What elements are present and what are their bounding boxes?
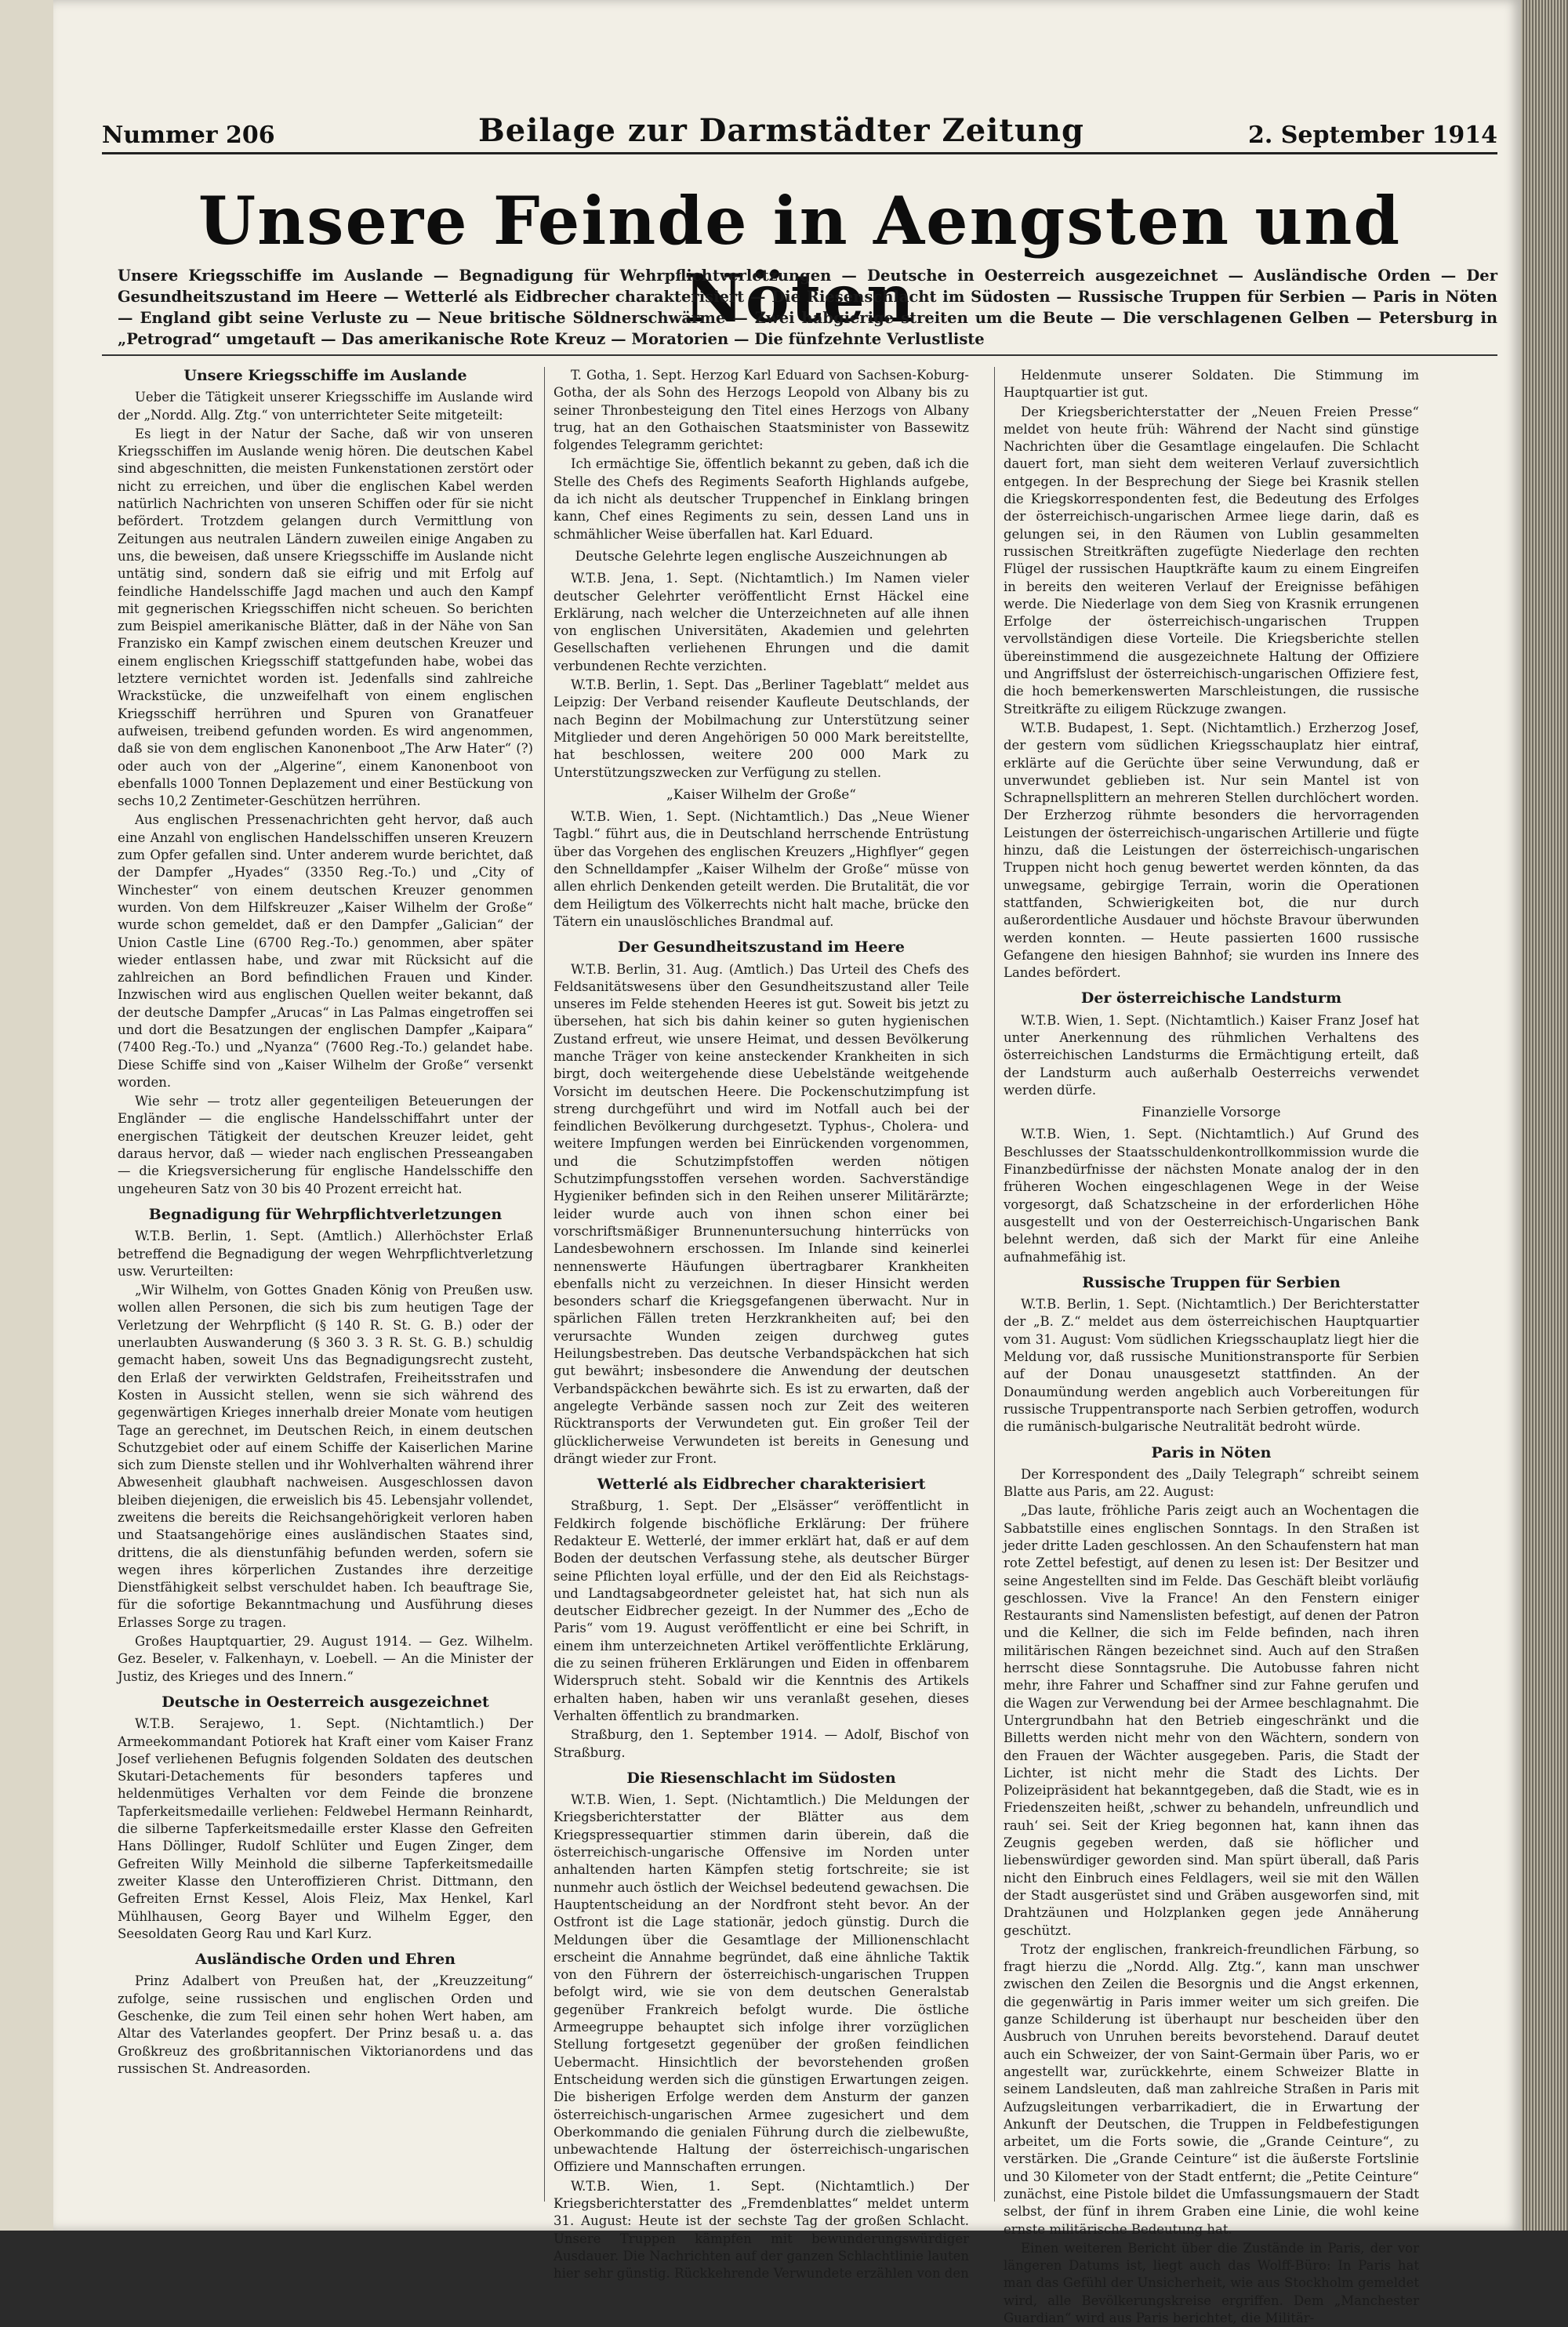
headline: Unsere Feinde in Aengsten und Nöten <box>198 182 1402 337</box>
subheading: „Kaiser Wilhelm der Große“ <box>666 786 856 803</box>
article-paragraph: W.T.B. Wien, 1. Sept. (Nichtamtlich.) Die Meldungen der Kriegsberichterstatter der Blätter aus dem Kriegspressequartier stimmen darin überein, daß die österreichisch-ungarische Offensive im Norden unter anhaltenden harten Kämpfen stetig fortschreite; sie ist nunmehr auch östlich der Weichsel bedeutend gewachsen. Die Hauptentscheidung an der Nordfront steht bevor. An der Ostfront ist die Lage stationär, jedoch günstig. Durch die Meldungen über die Gesamtlage der Millionenschlacht erscheint die Annahme begründet, daß eine ähnliche Taktik von den Führern der österreichisch-ungarischen Truppen befolgt wird, wie sie von dem deutschen Generalstab gegenüber Frankreich befolgt wurde. Die östliche Armeegruppe behauptet sich infolge ihrer vorzüglichen Stellung fortgesetzt gegenüber der großen feindlichen Uebermacht. Hinsichtlich der bevorstehenden großen Entscheidung werden sich die günstigen Erwartungen zeigen. Die bisherigen Erfolge werden dem Ansturm der ganzen österreichisch-ungarischen Armee zugesichert und dem Oberkommando die genialen Führung durch die zielbewußte, unbewachtende Haltung der österreichisch-ungarischen Offiziere und Mannschaften errungen. <box>554 1792 969 2175</box>
left-margin-strip <box>0 0 53 2231</box>
article-paragraph: Der Kriegsberichterstatter der „Neuen Freien Presse“ meldet von heute früh: Während der Nacht sind günstige Nachrichten über die Gesamtlage eingelaufen. Die Schlacht dauert fort, man sieht dem weiteren Verlauf zuversichtlich entgegen. In der Besprechung der Siege bei Krasnik stellen die Kriegskorrespondenten fest, die Bedeutung des Erfolges der österreichisch-ungarischen Armee liege darin, daß es gelungen sei, in den Räumen von Lublin gesammelten russischen Streitkräften zugefügte Niederlage den rechten Flügel der russischen Hauptkräfte kaum zu einem Eingreifen in bereits den weiteren Verlauf der Ereignisse befähigen werde. Die Niederlage von dem Sieg von Krasnik errungenen Erfolge der österreichisch-ungarischen Truppen vervollständigen diese Vorteile. Die Kriegsberichte stellen übereinstimmend die ausgezeichnete Haltung der Offiziere und Angriffslust der österreichisch-ungarischen Offiziere fest, die hoch bemerkenswerten Marschleistungen, die russische Streitkräfte zu eiligem Rückzuge zwangen. <box>1004 404 1419 717</box>
section-heading: Wetterlé als Eidbrecher charakterisiert <box>597 1476 926 1494</box>
article-paragraph: Es liegt in der Natur der Sache, daß wir von unseren Kriegsschiffen im Auslande wenig hören. Die deutschen Kabel sind abgeschnitten, die meisten Funkenstationen zerstört oder nicht zu erreichen, und über die englischen Kabel werden natürlich Nachrichten von unseren Schiffen oder für sie nicht befördert. Trotzdem gelangen durch Vermittlung von Zeitungen aus neutralen Ländern zuweilen einige Angaben zu uns, die beweisen, daß unsere Kriegsschiffe im Auslande nicht untätig sind, sondern daß sie eifrig und mit Erfolg auf feindliche Handelsschiffe Jagd machen und auch den Kampf mit gegnerischen Kriegsschiffen nicht scheuen. So berichten zum Beispiel amerikanische Blätter, daß in der Nähe von San Franzisko ein Kampf zwischen einem deutschen Kreuzer und einem englischen Kriegsschiff stattgefunden habe, wobei das letztere vernichtet worden ist. Jedenfalls sind zahlreiche Wrackstücke, die unzweifelhaft von einem englischen Kriegsschiff herrühren und Spuren von Granatfeuer aufweisen, treibend gefunden worden. Es wird angenommen, daß sie von dem englischen Kanonenboot „The Arw Hater“ (?) oder auch von der „Algerine“, einem Kanonenboot von ebenfalls 1000 Tonnen Deplazement und einer Bestückung von sechs 10,2 Zentimeter-Geschützen herrühren. <box>118 426 533 809</box>
section-heading: Deutsche in Oesterreich ausgezeichnet <box>162 1693 489 1711</box>
subheading: Deutsche Gelehrte legen englische Auszeichnungen ab <box>575 548 948 565</box>
section-heading: Die Riesenschlacht im Südosten <box>626 1769 896 1787</box>
article-paragraph: „Wir Wilhelm, von Gottes Gnaden König von Preußen usw. wollen allen Personen, die sich bis zum heutigen Tage der Verletzung der Wehrpflicht (§ 140 R. St. G. B.) oder der unerlaubten Auswanderung (§ 360 3. 3 R. St. G. B.) schuldig gemacht haben, soweit Uns das Begnadigungsrecht zusteht, den Erlaß der verwirkten Geldstrafen, Freiheitsstrafen und Kosten in Aussicht stellen, wenn sie sich während des gegenwärtigen Krieges innerhalb dreier Monate vom heutigen Tage an gerechnet, im Deutschen Reich, in einem deutschen Schutzgebiet oder auf einem Schiffe der Kaiserlichen Marine sich zum Dienste stellen und ihr Wohlverhalten während ihrer Abwesenheit glaubhaft nachweisen. Ausgeschlossen davon bleiben diejenigen, die erweislich bis 45. Lebensjahr vollendet, zweitens die bereits die Reichsangehörigkeit verloren haben und Staatsangehörige eines ausländischen Staates sind, drittens, die als dienstunfähig befunden werden, sofern sie wegen ihres körperlichen Zustandes ihre derzeitige Dienstfähigkeit selbst verschuldet haben. Ich beauftrage Sie, für die sofortige Bekanntmachung und Ausführung dieses Erlasses Sorge zu tragen. <box>118 1283 533 1630</box>
article-paragraph: Ich ermächtige Sie, öffentlich bekannt zu geben, daß ich die Stelle des Chefs des Regiments Seaforth Highlands aufgebe, da ich nicht als deutscher Truppenchef in Einklang bringen kann, Chef eines Regiments zu sein, dessen Land uns in schmählicher Weise überfallen hat. Karl Eduard. <box>554 456 969 542</box>
summary-line: Unsere Kriegsschiffe im Auslande — Begnadigung für Wehrpflichtverletzungen — Deutsche in Oesterreich ausgezeichnet — Ausländische Orden — Der Gesundheitszustand im Heere — Wetterlé als Eidbrecher charakterisiert — Die Riesenschlacht im Südosten — Russische Truppen für Serbien — Paris in Nöten — England gibt seine Verluste zu — Neue britische Söldnerschwärme — Zwei habgierige streiten um die Beute — Die verschlagenen Gelben — Petersburg in „Petrograd“ umgetauft — Das amerikanische Rote Kreuz — Moratorien — Die fünfzehnte Verlustliste <box>118 267 1497 348</box>
article-paragraph: W.T.B. Berlin, 1. Sept. Das „Berliner Tageblatt“ meldet aus Leipzig: Der Verband reisender Kaufleute Deutschlands, der nach Beginn der Mobilmachung zur Unterstützung seiner Mitglieder und deren Angehörigen 50 000 Mark bereitstellte, hat beschlossen, weitere 200 000 Mark zu Unterstützungszwecken zur Verfügung zu stellen. <box>554 677 969 780</box>
article-paragraph: Großes Hauptquartier, 29. August 1914. — Gez. Wilhelm. Gez. Beseler, v. Falkenhayn, v. Loebell. — An die Minister der Justiz, des Krieges und des Innern.“ <box>118 1634 533 1684</box>
article-paragraph: W.T.B. Budapest, 1. Sept. (Nichtamtlich.) Erzherzog Josef, der gestern vom südlichen Kriegsschauplatz hier eintraf, erklärte auf die Gerüchte über seine Verwundung, daß er unverwundet geblieben ist. Nur sein Mantel ist von Schrapnellsplittern an mehreren Stellen durchlöchert worden. Der Erzherzog rühmte besonders die hervorragenden Leistungen der österreichisch-ungarischen Artillerie und fügte hinzu, daß die Leistungen der österreichisch-ungarischen Truppen nicht hoch genug bewertet werden könnten, da das unwegsame, gebirgige Terrain, worin die Operationen stattfanden, Schwierigkeiten bot, die nur durch außerordentliche Ausdauer und höchste Bravour überwunden werden konnten. — Heute passierten 1600 russische Gefangene den hiesigen Bahnhof; sie wurden ins Innere des Landes befördert. <box>1004 720 1419 981</box>
article-paragraph: Straßburg, den 1. September 1914. — Adolf, Bischof von Straßburg. <box>554 1727 969 1760</box>
article-paragraph: Ueber die Tätigkeit unserer Kriegsschiffe im Auslande wird der „Nordd. Allg. Ztg.“ von unterrichteter Seite mitgeteilt: <box>118 390 533 423</box>
column-rule <box>994 367 995 2202</box>
section-heading: Der Gesundheitszustand im Heere <box>618 938 905 957</box>
article-paragraph: Straßburg, 1. Sept. Der „Elsässer“ veröffentlicht in Feldkirch folgende bischöfliche Erklärung: Der frühere Redakteur E. Wetterlé, der immer erklärt hat, daß er auf dem Boden der deutschen Verfassung stehe, als deutscher Bürger seine Pflichten loyal erfülle, und der den Eid als Reichstags- und Landtagsabgeordneter geleistet hat, hat sich nun als deutscher Eidbrecher gezeigt. In der Nummer des „Echo de Paris“ vom 19. August veröffentlicht er eine bei Schrift, in einem ihm unterzeichneten Artikel veröffentlichte Erklärung, die zu seinen früheren Erklärungen und Eiden in offenbarem Widerspruch steht. Sobald wir die Kenntnis des Artikels erhalten haben, haben wir uns veranlaßt gesehen, dieses Verhalten öffentlich zu brandmarken. <box>554 1498 969 1723</box>
article-paragraph: Einen weiteren Bericht über die Zustände in Paris, der vor längeren Datums ist, liegt auch das Wolff-Büro: In Paris hat man das Gefühl der Unsicherheit, wie aus Stockholm gemeldet wird, alle Bevölkerungskreise ergriffen. Dem „Manchester Guardian“ wird aus Paris berichtet, die Militär- <box>1004 2240 1419 2326</box>
article-paragraph: W.T.B. Berlin, 1. Sept. (Amtlich.) Allerhöchster Erlaß betreffend die Begnadigung der wegen Wehrpflichtverletzung usw. Verurteilten: <box>118 1229 533 1279</box>
subheading: Finanzielle Vorsorge <box>1142 1105 1281 1121</box>
section-heading: Unsere Kriegsschiffe im Auslande <box>183 367 467 384</box>
article-paragraph: W.T.B. Wien, 1. Sept. (Nichtamtlich.) Der Kriegsberichterstatter des „Fremdenblattes“ meldet unterm 31. August: Heute ist der sechste Tag der großen Schlacht. Unsere Truppen kämpfen mit bewunderungswürdiger Ausdauer. Die Nachrichten auf der ganzen Schlachtlinie lauten hier sehr günstig. Rückkehrende Verwundete erzählen von den <box>554 2178 969 2282</box>
article-paragraph: Heldenmute unserer Soldaten. Die Stimmung im Hauptquartier ist gut. <box>1004 368 1419 401</box>
newspaper-title: Beilage zur Darmstädter Zeitung <box>478 112 1084 149</box>
article-paragraph: Der Korrespondent des „Daily Telegraph“ schreibt seinem Blatte aus Paris, am 22. August: <box>1004 1466 1419 1500</box>
section-heading: Paris in Nöten <box>1151 1443 1272 1461</box>
section-heading: Russische Truppen für Serbien <box>1082 1273 1341 1291</box>
column-3 <box>1004 367 1419 2326</box>
article-paragraph: Trotz der englischen, frankreich-freundlichen Färbung, so fragt hierzu die „Nordd. Allg. Ztg.“, kann man unschwer zwischen den Zeilen die Besorgnis und die Angst erkennen, die gegenwärtig in Paris immer weiter um sich greifen. Die ganze Schilderung ist überhaupt nur bescheiden über den Ausbruch von Unruhen bereits bevorstehend. Darauf deutet auch ein Schweizer, der von Saint-Germain über Paris, wo er angestellt war, zurückkehrte, einem Schweizer Blatte in seinem Landsleuten, daß man zahlreiche Straßen in Paris mit Aufzugsleitungen verbarrikadiert, die in Erwartung der Ankunft der Deutschen, die Truppen in Feldbefestigungen arbeitet, um die Forts sowie, die „Grande Ceinture“, zu verstärken. Die „Grande Ceinture“ ist die äußerste Fortslinie und 30 Kilometer von der Stadt entfernt; die „Petite Ceinture“ zunächst, eine Pistole bildet die Umfassungsmauern der Stadt selbst, der fünf in ihrem Graben eine Linie, die wohl keine ernste militärische Bedeutung hat. <box>1004 1941 1419 2237</box>
masthead <box>102 112 1497 154</box>
section-heading: Der österreichische Landsturm <box>1080 989 1342 1007</box>
issue-number: Nummer 206 <box>102 122 275 149</box>
article-paragraph: W.T.B. Wien, 1. Sept. (Nichtamtlich.) Das „Neue Wiener Tagbl.“ führt aus, die in Deutschland herrschende Entrüstung über das Vorgehen des englischen Kreuzers „Highflyer“ gegen den Schnelldampfer „Kaiser Wilhelm der Große“ müsse von allen ehrlich Denkenden geteilt werden. Die Brutalität, die vor dem Heiligtum des Völkerrechts nicht halt mache, brücke den Tätern ein unauslöschliches Brandmal auf. <box>554 809 969 929</box>
column-rule <box>544 367 545 2202</box>
issue-date: 2. September 1914 <box>1248 122 1497 149</box>
article-paragraph: W.T.B. Serajewo, 1. Sept. (Nichtamtlich.) Der Armeekommandant Potiorek hat Kraft einer vom Kaiser Franz Josef verliehenen Befugnis folgenden Soldaten des deutschen Skutari-Detachements für besonders tapferes und heldenmütiges Verhalten vor dem Feinde die bronzene Tapferkeitsmedaille verliehen: Feldwebel Hermann Reinhardt, die silberne Tapferkeitsmedaille erster Klasse den Gefreiten Hans Döllinger, Rudolf Schlüter und Eugen Zinger, dem Gefreiten Willy Meinhold die silberne Tapferkeitsmedaille zweiter Klasse den Unteroffizieren Christ. Dittmann, den Gefreiten Ernst Kessel, Alois Fleiz, Max Henkel, Karl Mühlhausen, Georg Bayer und Wilhelm Egger, den Seesoldaten Georg Rau und Karl Kurz. <box>118 1716 533 1941</box>
article-paragraph: W.T.B. Jena, 1. Sept. (Nichtamtlich.) Im Namen vieler deutscher Gelehrter veröffentlicht Ernst Häckel eine Erklärung, nach welcher die Unterzeichneten auf alle ihnen von englischen Universitäten, Akademien und gelehrten Gesellschaften verliehenen Ehrungen und die damit verbundenen Rechte verzichten. <box>554 571 969 673</box>
article-paragraph: W.T.B. Wien, 1. Sept. (Nichtamtlich.) Auf Grund des Beschlusses der Staatsschuldenkontrollkommission wurde die Finanzbedürfnisse der nächsten Monate analog der in den früheren Wochen eingeschlagenen Wege in der Weise vorgesorgt, daß Schatzscheine in der erforderlichen Höhe ausgestellt und von der Oesterreichisch-Ungarischen Bank belehnt werden, daß sich der Markt für eine Anleihe aufnahmefähig ist. <box>1004 1127 1419 1265</box>
book-page-edges <box>1521 0 1568 2231</box>
column-2 <box>554 367 969 2282</box>
section-heading: Begnadigung für Wehrpflichtverletzungen <box>148 1205 503 1223</box>
article-paragraph: Wie sehr — trotz aller gegenteiligen Beteuerungen der Engländer — die englische Handelsschiffahrt unter der energischen Tätigkeit der deutschen Kreuzer leidet, geht daraus hervor, daß — wieder nach englischen Presseangaben — die Kriegsversicherung für englische Handelsschiffe den ungeheuren Satz von 30 bis 40 Prozent erreicht hat. <box>118 1094 533 1196</box>
column-1 <box>118 367 533 2209</box>
article-paragraph: Aus englischen Pressenachrichten geht hervor, daß auch eine Anzahl von englischen Handelsschiffen unseren Kreuzern zum Opfer gefallen sind. Unter anderem wurde berichtet, daß der Dampfer „Hyades“ (3350 Reg.-To.) und „City of Winchester“ von einem deutschen Kreuzer genommen wurden. Von dem Hilfskreuzer „Kaiser Wilhelm der Große“ wurde schon gemeldet, daß er den Dampfer „Galician“ der Union Castle Line (6700 Reg.-To.) genommen, aber später wieder entlassen habe, und zwar mit Rücksicht auf die zahlreichen an Bord befindlichen Frauen und Kinder. Inzwischen wird aus englischen Quellen weiter bekannt, daß der deutsche Dampfer „Arucas“ in Las Palmas eingetroffen sei und dort die Besatzungen der englischen Dampfer „Kaipara“ (7400 Reg.-To.) und „Nyanza“ (7600 Reg.-To.) gelandet habe. Diese Schiffe sind von „Kaiser Wilhelm der Große“ versenkt worden. <box>118 812 533 1090</box>
article-paragraph: Prinz Adalbert von Preußen hat, der „Kreuzzeitung“ zufolge, seine russischen und englischen Orden und Geschenke, die zum Teil einen sehr hohen Wert haben, am Altar des Vaterlandes geopfert. Der Prinz besaß u. a. das Großkreuz des großbritannischen Viktorianordens und das russischen St. Andreasorden. <box>118 1973 533 2076</box>
article-paragraph: „Das laute, fröhliche Paris zeigt auch an Wochentagen die Sabbatstille eines englischen Sonntags. In den Straßen ist jeder dritte Laden geschlossen. An den Schaufenstern hat man rote Zettel befestigt, auf denen zu lesen ist: Der Besitzer und seine Angestellten sind im Felde. Das Geschäft bleibt vorläufig geschlossen. Vive la France! An den Fenstern einiger Restaurants sind Namenslisten befestigt, auf denen der Patron und die Kellner, die sich im Felde befinden, nach ihren militärischen Rängen bezeichnet sind. Auch auf den Straßen herrscht diese Sonntagsruhe. Die Autobusse fahren nicht mehr, ihre Fahrer und Schaffner sind zur Fahne gerufen und die Wagen zur Verwendung bei der Armee beschlagnahmt. Die Untergrundbahn hat den Betrieb eingeschränkt und die Billetts werden nicht mehr von den Wächtern, sondern von den Frauen der Wächter ausgegeben. Paris, die Stadt der Lichter, ist nicht mehr die Stadt des Lichts. Der Polizeipräsident hat bekanntgegeben, daß die Stadt, wie es in Friedenszeiten heißt, ‚schwer zu behandeln, unfreundlich und rauh‘ sei. Seit der Krieg begonnen hat, kann ihnen das Zeugnis gegeben werden, daß sie höflicher und liebenswürdiger geworden sind. Man spürt überall, daß Paris nicht den Einbruch eines Feldlagers, weil sie mit den Wällen der Stadt ausgerüstet sind und Gräben ausgeworfen sind, mit Drahtzäunen und Holzplanken gegen jede Annäherung geschützt. <box>1004 1503 1419 1938</box>
section-heading: Ausländische Orden und Ehren <box>195 1951 456 1969</box>
article-paragraph: T. Gotha, 1. Sept. Herzog Karl Eduard von Sachsen-Koburg-Gotha, der als Sohn des Herzogs Leopold von Albany bis zu seiner Thronbesteigung den Titel eines Herzogs von Albany trug, hat an den Gothaischen Staatsminister von Bassewitz folgendes Telegramm gerichtet: <box>554 368 969 453</box>
article-paragraph: W.T.B. Berlin, 1. Sept. (Nichtamtlich.) Der Berichterstatter der „B. Z.“ meldet aus dem österreichischen Hauptquartier vom 31. August: Vom südlichen Kriegsschauplatz liegt hier die Meldung vor, daß russische Munitionstransporte für Serbien auf der Donau unausgesetzt stattfinden. An der Donaumündung werden angeblich auch Vorbereitungen für russische Truppentransporte nach Serbien getroffen, wodurch die rumänisch-bulgarische Neutralität bedroht würde. <box>1004 1297 1419 1435</box>
article-paragraph: W.T.B. Berlin, 31. Aug. (Amtlich.) Das Urteil des Chefs des Feldsanitätswesens über den Gesundheitszustand aller Teile unseres im Felde stehenden Heeres ist gut. Soweit bis jetzt zu übersehen, hat sich bis dahin keiner so guten hygienischen Zustand erfreut, wie unsere Heimat, und dessen Bevölkerung manche Träger von keine ansteckender Krankheiten in sich birgt, doch weitergehende diese Uebelstände weitgehende Vorsicht im deutschen Heere. Die Pockenschutzimpfung ist streng durchgeführt und wird im Notfall auch bei der feindlichen Bevölkerung durchgesetzt. Typhus-, Cholera- und weitere Impfungen werden bei Einrückenden vorgenommen, und die Schutzimpfstoffen werden nötigen Schutzimpfungsstoffen versehen worden. Sachverständige Hygieniker befinden sich in den Reihen unserer Militärärzte; leider wurde auch von ihnen schon einer bei vorschriftsmäßiger Brunnenuntersuchung hinterrücks von Landesbewohnern erschossen. Im Inlande sind keinerlei nennenswerte Häufungen übertragbarer Krankheiten ebenfalls nicht zu verzeichnen. In dieser Hinsicht werden besonders scharf die Kriegsgefangenen überwacht. Nur in spärlichen Fällen treten Herzkrankheiten auf; bei den verursachte Wunden zeigen durchweg gutes Heilungsbestreben. Das deutsche Verbandspäckchen hat sich gut bewährt; insbesondere die Anwendung der deutschen Verbandspäckchen bewährte sich. Es ist zu erwarten, daß der angelegte Verbände sassen noch zur Zeit des weiteren Rücktransports der Verwundeten gut. Ein großer Teil der glücklicherweise Verwundeten ist bereits in Genesung und drängt wieder zur Front. <box>554 961 969 1466</box>
header-rule <box>102 354 1497 356</box>
article-paragraph: W.T.B. Wien, 1. Sept. (Nichtamtlich.) Kaiser Franz Josef hat unter Anerkennung des rühmlichen Verhaltens des österreichischen Landsturms die Ermächtigung erteilt, daß der Landsturm auch außerhalb Oesterreichs verwendet werden dürfe. <box>1004 1012 1419 1098</box>
